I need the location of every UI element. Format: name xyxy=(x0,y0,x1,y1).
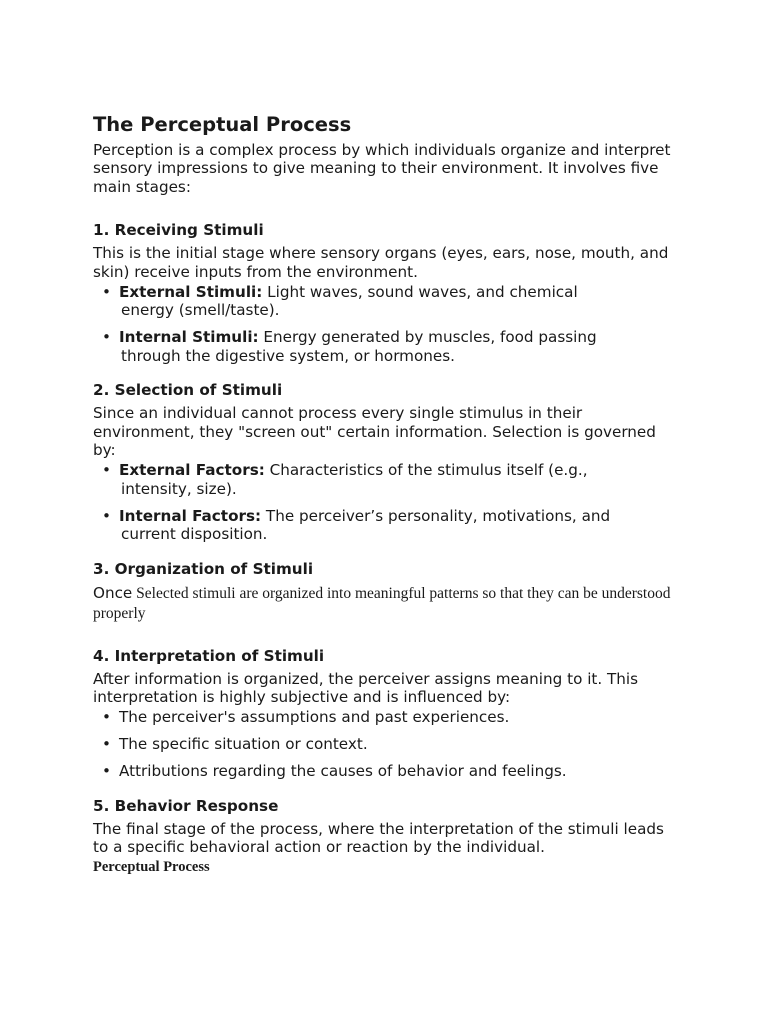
section-heading: 5. Behavior Response xyxy=(93,796,279,815)
list-item xyxy=(93,461,683,498)
list-item xyxy=(93,708,683,726)
bullet-icon: • xyxy=(102,328,111,347)
bullet-text-continued: through the digestive system, or hormones. xyxy=(121,346,455,365)
bullet-icon: • xyxy=(102,708,111,727)
bullet-icon: • xyxy=(102,735,111,754)
bullet-icon: • xyxy=(102,762,111,781)
section-text: This is the initial stage where sensory organs (eyes, ears, nose, mouth, and skin) receive inputs from the environment. xyxy=(93,244,669,281)
bullet-label: Internal Factors: xyxy=(119,506,262,525)
bullet-list xyxy=(93,708,683,780)
list-item xyxy=(93,328,683,365)
bullet-text: The perceiver’s personality, motivations, and xyxy=(261,506,611,525)
section-heading: 1. Receiving Stimuli xyxy=(93,221,264,240)
section-text: Since an individual cannot process every single stimulus in their environment, they "screen out" certain information. Selection is governed by: xyxy=(93,404,656,459)
bullet-icon: • xyxy=(102,506,111,525)
section-text: The final stage of the process, where the interpretation of the stimuli leads to a specific behavioral action or reaction by the individual. xyxy=(93,819,664,856)
bullet-label: External Stimuli: xyxy=(119,283,263,302)
bullet-text: Characteristics of the stimulus itself (e.g., xyxy=(264,461,588,480)
bullet-label: Internal Stimuli: xyxy=(119,328,259,347)
bullet-text: Attributions regarding the causes of behavior and feelings. xyxy=(119,762,567,781)
list-item xyxy=(93,762,683,780)
section-heading: 4. Interpretation of Stimuli xyxy=(93,646,325,665)
bullet-text: The perceiver's assumptions and past experiences. xyxy=(119,708,510,727)
bullet-icon: • xyxy=(102,283,111,302)
bullet-label: External Factors: xyxy=(119,461,265,480)
section-text-body: Selected stimuli are organized into meaningful patterns so that they can be understood properly xyxy=(93,584,671,622)
document-page xyxy=(93,113,683,876)
list-item xyxy=(93,735,683,753)
section-text: After information is organized, the perceiver assigns meaning to it. This interpretation is highly subjective and is influenced by: xyxy=(93,669,639,706)
section-heading: 3. Organization of Stimuli xyxy=(93,559,314,578)
bullet-list xyxy=(93,461,683,543)
intro-paragraph: Perception is a complex process by which individuals organize and interpret sensory impressions to give meaning to their environment. It involves five main stages: xyxy=(93,141,671,196)
list-item xyxy=(93,283,683,320)
section-heading: 2. Selection of Stimuli xyxy=(93,381,283,400)
bullet-text: The specific situation or context. xyxy=(119,735,368,754)
bullet-text-continued: energy (smell/taste). xyxy=(121,301,280,320)
section-receiving-stimuli xyxy=(93,221,683,365)
section-organization-of-stimuli xyxy=(93,560,683,624)
bullet-text: Energy generated by muscles, food passing xyxy=(258,328,597,347)
section-behavior-response xyxy=(93,797,683,857)
page-title: The Perceptual Process xyxy=(93,113,352,136)
bullet-icon: • xyxy=(102,461,111,480)
bullet-list xyxy=(93,283,683,365)
list-item xyxy=(93,507,683,544)
section-text xyxy=(93,583,683,624)
section-selection-of-stimuli xyxy=(93,381,683,543)
bullet-text-continued: current disposition. xyxy=(121,525,268,544)
bullet-text: Light waves, sound waves, and chemical xyxy=(262,283,578,302)
section-text-lead: Once xyxy=(93,583,133,602)
figure-caption: Perceptual Process xyxy=(93,859,210,876)
bullet-text-continued: intensity, size). xyxy=(121,479,237,498)
section-interpretation-of-stimuli xyxy=(93,647,683,781)
